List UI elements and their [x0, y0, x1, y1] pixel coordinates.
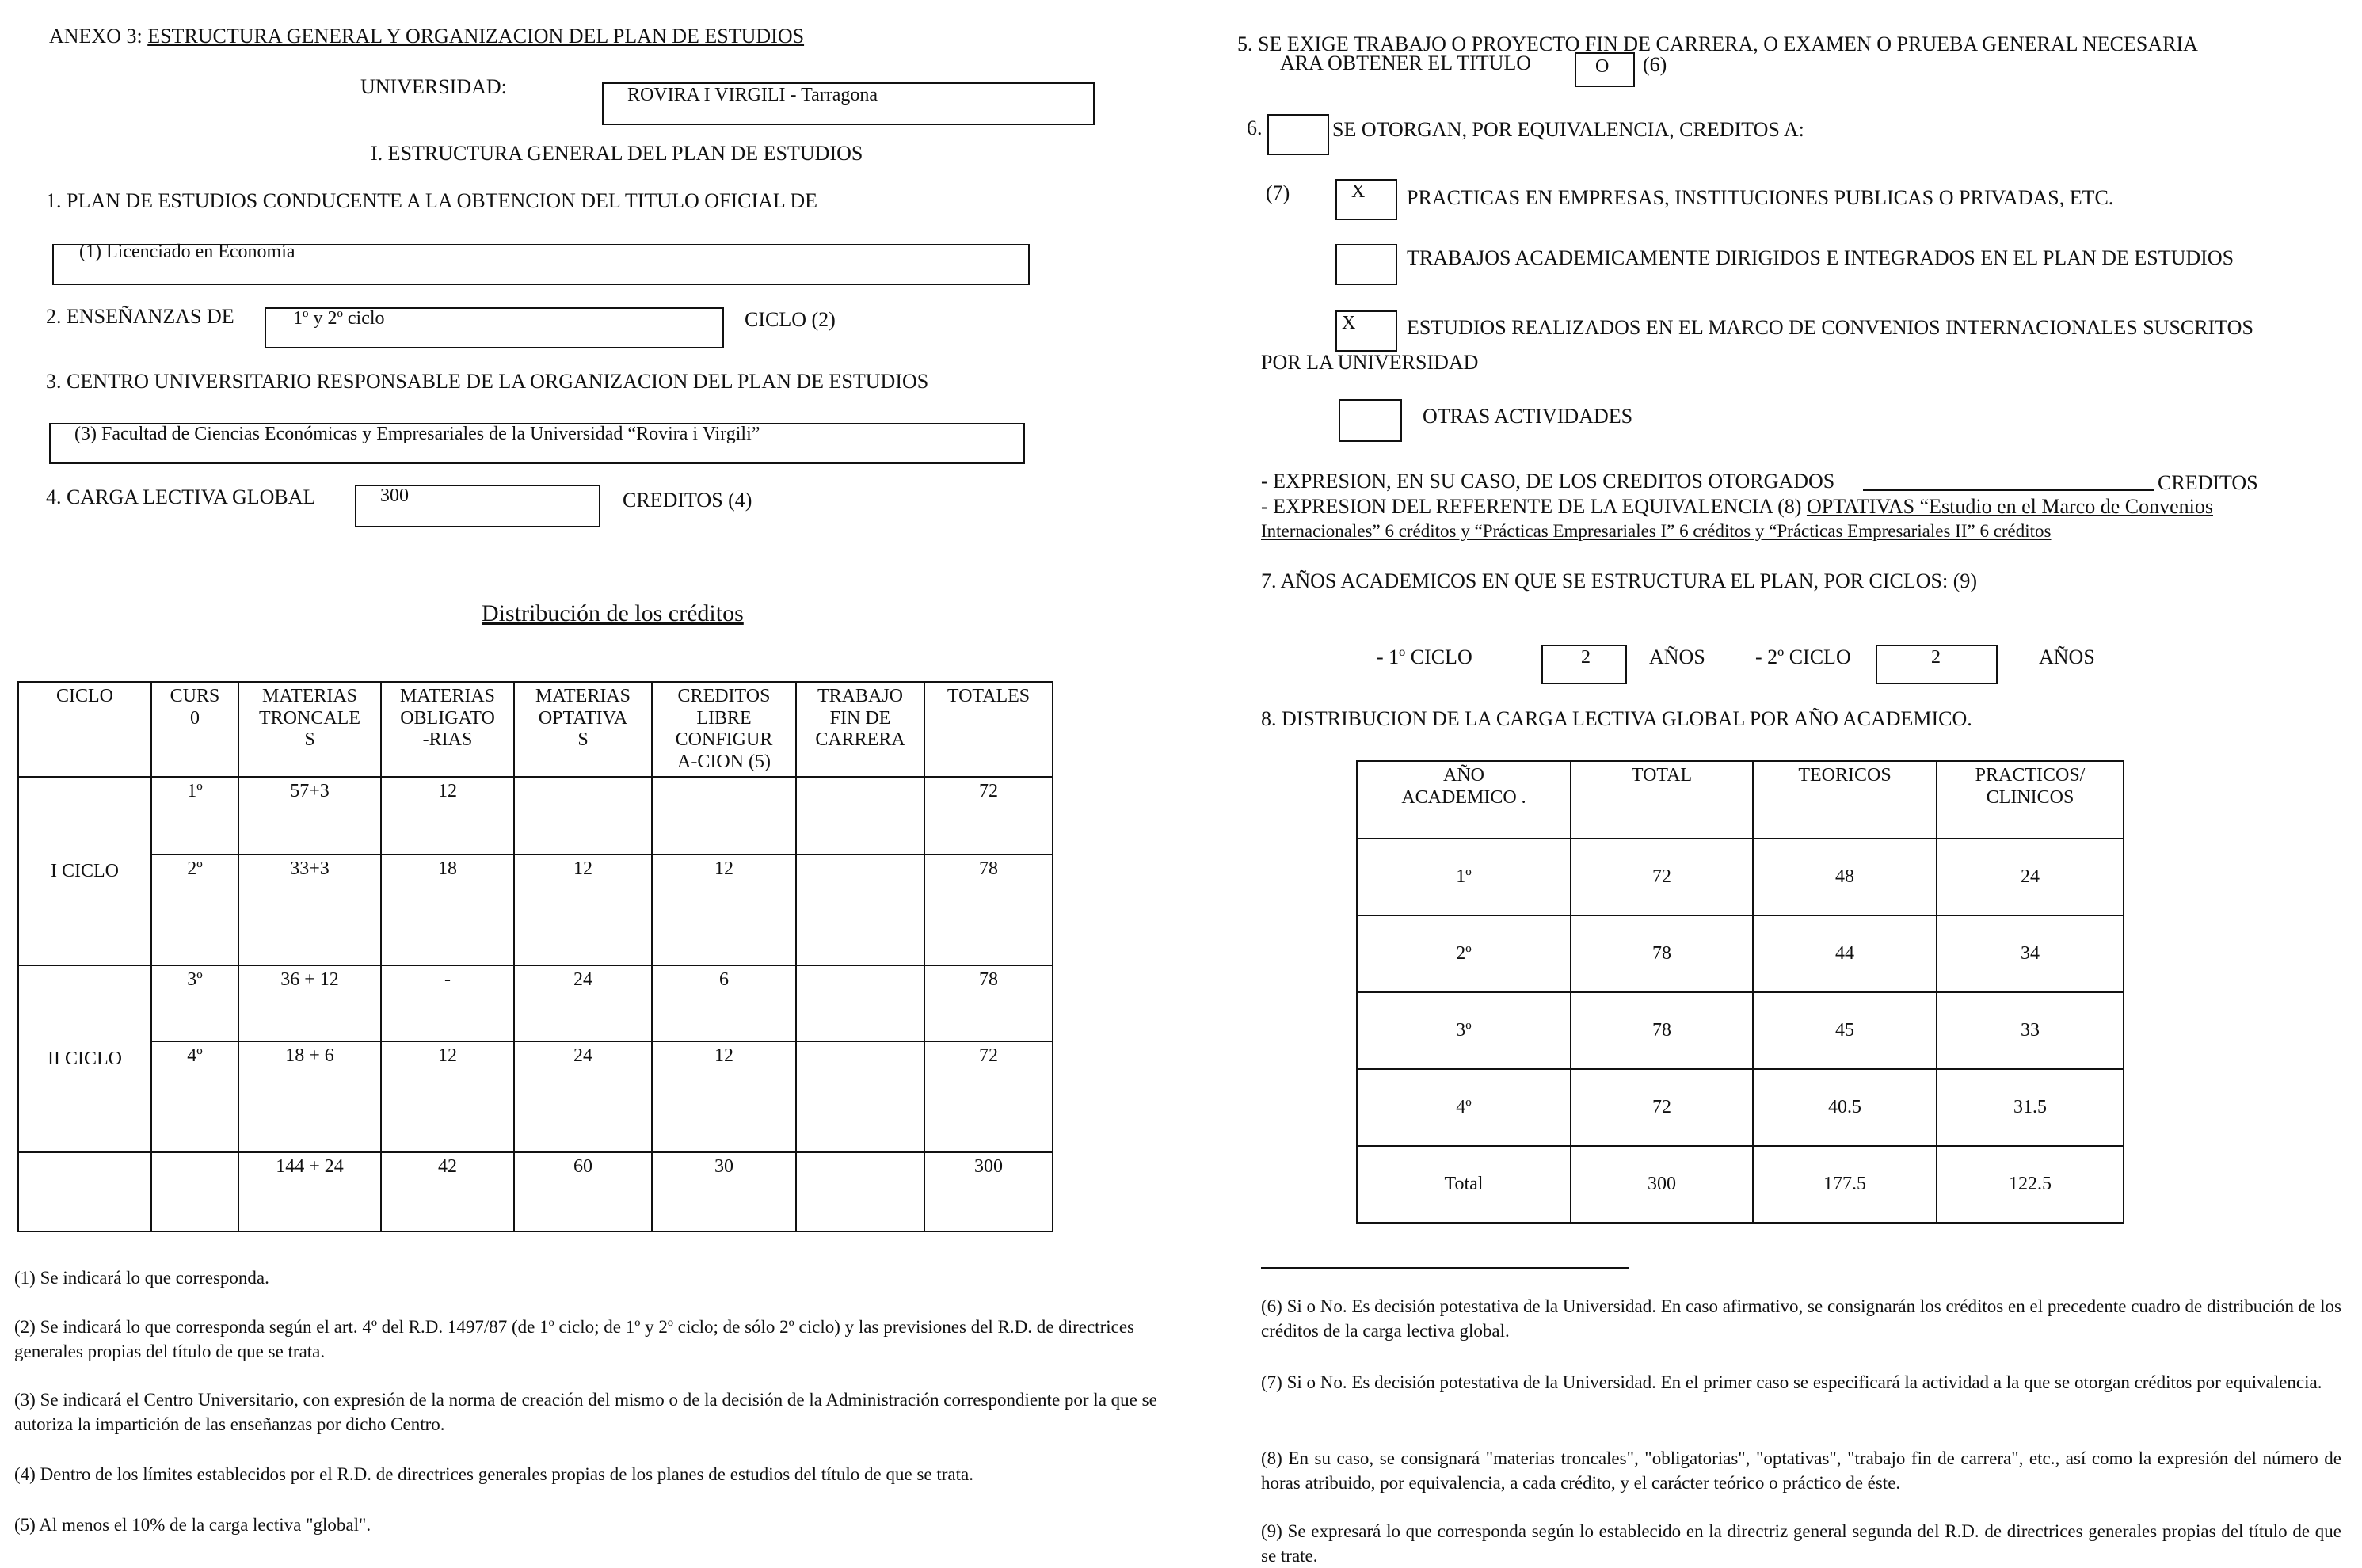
footnote-2: (2) Se indicará lo que corresponda según el art. 4º del R.D. 1497/87 (de 1º ciclo; de 1º y 2º ciclo; de sólo 2º ciclo) y las previsiones del R.D. de directrices generales propias del título de que se trata. [14, 1317, 1134, 1362]
cell-optativas: 12 [514, 854, 652, 965]
cell-totales: 72 [924, 1041, 1053, 1152]
cell-practicos: 33 [1937, 992, 2124, 1069]
cell-year: 4º [1357, 1069, 1571, 1146]
credits-table [17, 681, 1053, 1232]
cell-curs [151, 1152, 238, 1231]
item4-suffix: CREDITOS (4) [623, 489, 752, 512]
table-row [18, 854, 1053, 965]
item1-value: (1) Licenciado en Economía [79, 242, 295, 262]
item3-label: 3. CENTRO UNIVERSITARIO RESPONSABLE DE LA ORGANIZACION DEL PLAN DE ESTUDIOS [46, 370, 929, 393]
cell-totales: 78 [924, 965, 1053, 1041]
footnote-6: (6) Si o No. Es decisión potestativa de la Universidad. En caso afirmativo, se consignarán los créditos en el precedente cuadro de distribución de los créditos de la carga lectiva global. [1261, 1296, 2341, 1342]
item8-label: 8. DISTRIBUCION DE LA CARGA LECTIVA GLOBAL POR AÑO ACADEMICO. [1261, 707, 1972, 730]
col-header-curs: CURS 0 [151, 682, 238, 777]
cell-year: Total [1357, 1146, 1571, 1223]
cell-obligatorias: 12 [381, 1041, 514, 1152]
col-header-total: TOTAL [1571, 761, 1753, 839]
cycle-label: I CICLO [18, 777, 151, 965]
cell-year: 1º [1357, 839, 1571, 915]
table-row [1357, 839, 2124, 915]
cycle2-unit: AÑOS [2039, 645, 2095, 668]
cell-practicos: 122.5 [1937, 1146, 2124, 1223]
cell-troncales: 36 + 12 [238, 965, 381, 1041]
cell-year: 3º [1357, 992, 1571, 1069]
col-header-troncales: MATERIAS TRONCALE S [238, 682, 381, 777]
item6-note: (7) [1266, 181, 1290, 204]
distribution-title: Distribución de los créditos [482, 600, 744, 626]
cycle2-value: 2 [1931, 647, 1941, 668]
cell-optativas: 24 [514, 1041, 652, 1152]
item4-label: 4. CARGA LECTIVA GLOBAL [46, 485, 316, 508]
university-label: UNIVERSIDAD: [360, 75, 507, 98]
expr2-label: - EXPRESION DEL REFERENTE DE LA EQUIVALENCIA (8) OPTATIVAS “Estudio en el Marco de Convenios [1261, 495, 2213, 518]
item6-label: SE OTORGAN, POR EQUIVALENCIA, CREDITOS A: [1332, 118, 1804, 141]
item5-value: O [1595, 56, 1610, 77]
table-row [1357, 1069, 2124, 1146]
col-header-libre: CREDITOS LIBRE CONFIGUR A-CION (5) [652, 682, 796, 777]
option-4-checkbox [1339, 399, 1402, 442]
option-4-label: OTRAS ACTIVIDADES [1423, 405, 1633, 428]
table-row [18, 965, 1053, 1041]
expr1-blank-line [1863, 489, 2154, 491]
cell-teoricos: 44 [1753, 915, 1937, 992]
cycle2-label: - 2º CICLO [1755, 645, 1851, 668]
footnote-1: (1) Se indicará lo que corresponda. [14, 1268, 269, 1288]
table-row [1357, 992, 2124, 1069]
cell-troncales: 33+3 [238, 854, 381, 965]
col-header-practicos: PRACTICOS/ CLINICOS [1937, 761, 2124, 839]
cell-obligatorias: 42 [381, 1152, 514, 1231]
item6-box [1267, 114, 1329, 155]
cell-totales: 78 [924, 854, 1053, 965]
expr1-label: - EXPRESION, EN SU CASO, DE LOS CREDITOS OTORGADOS [1261, 470, 1835, 493]
item5-note: (6) [1643, 53, 1667, 76]
option-3-continuation: POR LA UNIVERSIDAD [1261, 351, 1479, 374]
cell-totales: 72 [924, 777, 1053, 854]
credits-table-header [18, 682, 1053, 777]
cell-curs: 4º [151, 1041, 238, 1152]
cell-teoricos: 177.5 [1753, 1146, 1937, 1223]
cell-total: 72 [1571, 1069, 1753, 1146]
option-1-checkbox [1335, 179, 1397, 220]
cell-optativas: 60 [514, 1152, 652, 1231]
cell-obligatorias: 12 [381, 777, 514, 854]
cell-trabajo [796, 1041, 924, 1152]
item4-value: 300 [380, 485, 409, 506]
cell-obligatorias: - [381, 965, 514, 1041]
footnote-7: (7) Si o No. Es decisión potestativa de la Universidad. En el primer caso se especificará la actividad a la que se otorgan créditos por equivalencia. [1261, 1372, 2322, 1392]
option-2-label: TRABAJOS ACADEMICAMENTE DIRIGIDOS E INTEGRADOS EN EL PLAN DE ESTUDIOS [1407, 246, 2234, 269]
table-row [18, 777, 1053, 854]
footnote-5: (5) Al menos el 10% de la carga lectiva "global". [14, 1515, 371, 1535]
table-row [18, 1041, 1053, 1152]
university-value: ROVIRA I VIRGILI - Tarragona [627, 85, 878, 105]
footnote-3: (3) Se indicará el Centro Universitario, con expresión de la norma de creación del mismo o de la decisión de la Administración correspondiente por la que se autoriza la impartición de las enseñanzas por dicho Centro. [14, 1390, 1157, 1435]
footnote-divider [1261, 1267, 1629, 1269]
col-header-year: AÑO ACADEMICO . [1357, 761, 1571, 839]
item2-value: 1º y 2º ciclo [293, 308, 385, 329]
footnote-8: (8) En su caso, se consignará "materias troncales", "obligatorias", "optativas", "trabajo fin de carrera", etc., así como la expresión del número de horas atribuido, por equivalencia, a cada crédito, y el carácter teórico o práctico de éste. [1261, 1448, 2341, 1494]
section-title: I. ESTRUCTURA GENERAL DEL PLAN DE ESTUDIOS [371, 142, 863, 165]
cell-curs: 3º [151, 965, 238, 1041]
cell-troncales: 18 + 6 [238, 1041, 381, 1152]
cell-libre [652, 777, 796, 854]
cell-trabajo [796, 777, 924, 854]
item3-value: (3) Facultad de Ciencias Económicas y Empresariales de la Universidad “Rovira i Virgili” [74, 424, 760, 444]
cell-optativas: 24 [514, 965, 652, 1041]
table-row-total [18, 1152, 1053, 1231]
cell-practicos: 24 [1937, 839, 2124, 915]
cell-teoricos: 40.5 [1753, 1069, 1937, 1146]
year-table-header [1357, 761, 2124, 839]
col-header-ciclo: CICLO [18, 682, 151, 777]
cell-total: 300 [1571, 1146, 1753, 1223]
cell-teoricos: 45 [1753, 992, 1937, 1069]
annex-title: ESTRUCTURA GENERAL Y ORGANIZACION DEL PLAN DE ESTUDIOS [147, 25, 805, 48]
col-header-obligatorias: MATERIAS OBLIGATO -RIAS [381, 682, 514, 777]
col-header-teoricos: TEORICOS [1753, 761, 1937, 839]
cell-libre: 12 [652, 1041, 796, 1152]
cycle1-label: - 1º CICLO [1377, 645, 1472, 668]
option-3-label: ESTUDIOS REALIZADOS EN EL MARCO DE CONVENIOS INTERNACIONALES SUSCRITOS [1407, 316, 2253, 339]
cell-libre: 6 [652, 965, 796, 1041]
item5-line1: 5. SE EXIGE TRABAJO O PROYECTO FIN DE CARRERA, O EXAMEN O PRUEBA GENERAL NECESARIA [1237, 32, 2198, 55]
option-2-checkbox [1335, 244, 1397, 285]
item2-suffix: CICLO (2) [745, 308, 836, 331]
table-row-total [1357, 1146, 2124, 1223]
option-1-mark: X [1351, 181, 1366, 202]
cell-obligatorias: 18 [381, 854, 514, 965]
cell-trabajo [796, 965, 924, 1041]
year-table [1356, 760, 2124, 1224]
cycle-label: II CICLO [18, 965, 151, 1152]
cell-teoricos: 48 [1753, 839, 1937, 915]
item1-label: 1. PLAN DE ESTUDIOS CONDUCENTE A LA OBTENCION DEL TITULO OFICIAL DE [46, 189, 817, 212]
cycle1-value: 2 [1581, 647, 1591, 668]
footnote-9: (9) Se expresará lo que corresponda según lo establecido en la directriz general segunda del R.D. de directrices generales propias del título de que se trate. [1261, 1521, 2341, 1566]
option-3-mark: X [1342, 313, 1356, 333]
cell-practicos: 34 [1937, 915, 2124, 992]
cell-curs: 2º [151, 854, 238, 965]
footnote-4: (4) Dentro de los límites establecidos por el R.D. de directrices generales propias de los planes de estudios del título de que se trata. [14, 1464, 973, 1484]
col-header-trabajo: TRABAJO FIN DE CARRERA [796, 682, 924, 777]
col-header-optativas: MATERIAS OPTATIVA S [514, 682, 652, 777]
cycle1-unit: AÑOS [1649, 645, 1705, 668]
option-1-label: PRACTICAS EN EMPRESAS, INSTITUCIONES PUBLICAS O PRIVADAS, ETC. [1407, 186, 2114, 209]
cell-libre: 12 [652, 854, 796, 965]
expr2-value-line2: Internacionales” 6 créditos y “Prácticas Empresariales I” 6 créditos y “Prácticas Empresariales II” 6 créditos [1261, 521, 2052, 541]
col-header-totales: TOTALES [924, 682, 1053, 777]
cell-empty [18, 1152, 151, 1231]
cell-curs: 1º [151, 777, 238, 854]
cell-totales: 300 [924, 1152, 1053, 1231]
cell-troncales: 57+3 [238, 777, 381, 854]
item2-label: 2. ENSEÑANZAS DE [46, 305, 234, 328]
cell-total: 72 [1571, 839, 1753, 915]
cell-practicos: 31.5 [1937, 1069, 2124, 1146]
cell-trabajo [796, 1152, 924, 1231]
cell-troncales: 144 + 24 [238, 1152, 381, 1231]
expr2-value: OPTATIVAS “Estudio en el Marco de Convenios [1806, 495, 2213, 518]
cell-trabajo [796, 854, 924, 965]
cell-total: 78 [1571, 915, 1753, 992]
annex-heading [49, 25, 804, 48]
item6-prefix: 6. [1247, 116, 1263, 139]
item7-label: 7. AÑOS ACADEMICOS EN QUE SE ESTRUCTURA EL PLAN, POR CICLOS: (9) [1261, 569, 1978, 592]
cell-optativas [514, 777, 652, 854]
cell-libre: 30 [652, 1152, 796, 1231]
cell-total: 78 [1571, 992, 1753, 1069]
annex-label: ANEXO 3: [49, 25, 143, 48]
expr1-suffix: CREDITOS [2158, 471, 2258, 494]
item5-line2: ARA OBTENER EL TITULO [1280, 51, 1532, 74]
table-row [1357, 915, 2124, 992]
cell-year: 2º [1357, 915, 1571, 992]
